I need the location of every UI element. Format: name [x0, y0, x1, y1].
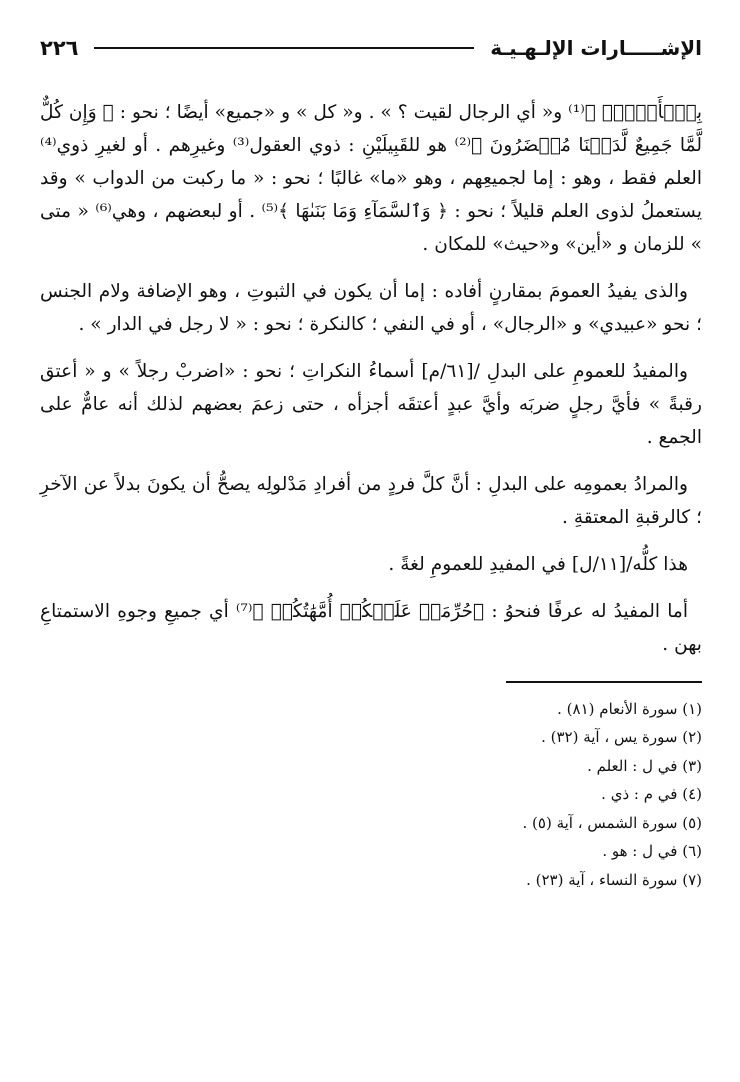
footnote-separator	[506, 681, 702, 683]
footnote-5: (٥) سورة الشمس ، آية (٥) .	[522, 813, 702, 832]
running-title: الإشـــــارات الإلـهـيـة	[490, 36, 702, 60]
book-page	[40, 28, 702, 1058]
paragraph-6: أما المفيدُ له عرفًا فنحوُ : ﴿حُرِّمَتۡ عَلَيۡكُمۡ أُمَّهَٰتُكُمۡ ﴾⁽⁷⁾ أي جميعِ وجوهِ الاستمتاعِ بهن .	[40, 601, 702, 655]
paragraph-5: هذا كلُّه/[١١/ل] في المفيدِ للعمومِ لغةً .	[388, 554, 688, 575]
main-text	[40, 96, 702, 661]
header-rule	[94, 47, 474, 49]
paragraph-2: والذى يفيدُ العمومَ بمقارنٍ أفاده : إما أن يكون في الثبوتِ ، وهو الإضافة ولام الجنس ؛ نحو «عبيدي» و «الرجال» ، أو في النفي ؛ كالنكرة ؛ نحو : « لا رجل في الدار » .	[40, 281, 702, 335]
paragraph-1: بِٱلۡأَمۡنِۖ ﴾⁽¹⁾ و« أي الرجال لقيت ؟ » . و« كل » و «جميع» أيضًا ؛ نحو : ﴿ وَإِن كُلٌّ لَّمَّا جَمِيعٌ لَّدَيۡنَا مُحۡضَرُونَ ﴾⁽²⁾ هو للقَبِيلَيْنِ : ذوي العقول⁽³⁾ وغيرِهم . أو لغيرِ ذوي⁽⁴⁾ العلم فقط ، وهو : إما لجميعِهم ، وهو «ما» غالبًا ؛ نحو : « ما ركبت من الدواب » وقد يستعملُ لذوى العلم قليلاً ؛ نحو : ﴿ وَٱلسَّمَآءِ وَمَا بَنَىٰهَا ﴾⁽⁵⁾ . أو لبعضهم ، وهي⁽⁶⁾ « متى » للزمان و «أين» و«حيث» للمكان .	[40, 102, 703, 255]
footnotes	[40, 695, 702, 895]
footnote-3: (٣) في ل : العلم .	[587, 756, 702, 775]
paragraph-4: والمرادُ بعمومِه على البدلِ : أنَّ كلَّ فردٍ من أفرادِ مَدْلولِه يصحُّ أن يكونَ بدلاً عن الآخرِ ؛ كالرقبةِ المعتقةِ .	[40, 474, 702, 528]
page-header	[40, 28, 702, 68]
footnote-7: (٧) سورة النساء ، آية (٢٣) .	[526, 870, 702, 889]
footnote-6: (٦) في ل : هو .	[602, 842, 702, 860]
footnote-4: (٤) في م : ذي .	[601, 785, 702, 803]
paragraph-3: والمفيدُ للعمومِ على البدلِ /[٦١/م] أسماءُ النكراتِ ؛ نحو : «اضربْ رجلاً » و « أعتق رقبةً » فأيَّ رجلٍ ضربَه وأيَّ عبدٍ أعتقَه أجزأه ، حتى زعمَ بعضهم لذلك أنه عامٌّ على الجمع .	[40, 361, 702, 448]
page-number: ٢٢٦	[40, 36, 79, 60]
footnote-2: (٢) سورة يس ، آية (٣٢) .	[541, 728, 702, 746]
footnote-1: (١) سورة الأنعام (٨١) .	[557, 699, 702, 718]
